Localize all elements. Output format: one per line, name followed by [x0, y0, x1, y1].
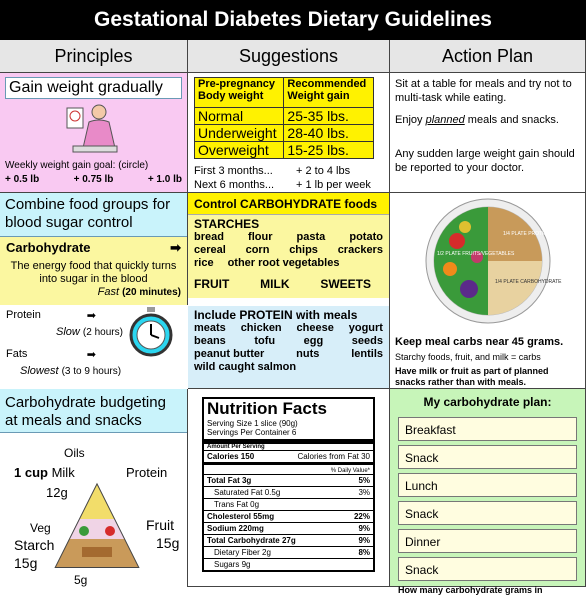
nutrition-row: Sodium 220mg 9%	[204, 522, 373, 534]
goal-option[interactable]: + 1.0 lb	[147, 174, 182, 185]
weekly-goal-label: Weekly weight gain goal: (circle)	[5, 160, 149, 171]
table-cell: Underweight	[195, 125, 284, 142]
suggestion-control-carbs	[188, 193, 390, 389]
nutrition-row: Dietary Fiber 2g 8%	[204, 546, 373, 558]
table-cell: 28-40 lbs.	[284, 125, 374, 142]
table-cell: 15-25 lbs.	[284, 142, 374, 159]
starch-line: rice other root vegetables	[194, 257, 340, 269]
carbs-near: Keep meal carbs near 45 grams.	[395, 336, 564, 348]
starches-box: STARCHES bread flour pasta potato cereal corn chips crackers rice other root vegetables FRUIT MILK SWEETS	[188, 215, 389, 298]
fats-speed: Slowest (3 to 9 hours)	[20, 365, 122, 377]
control-title: Control CARBOHYDRATE foods	[188, 193, 389, 215]
carb-description: The energy food that quickly turns into sugar in the blood	[10, 260, 177, 285]
suggestion-nutrition-label	[188, 389, 390, 587]
action-text: Sit at a table for meals and try not to multi-task while eating.	[395, 78, 572, 104]
plate-label: 1/2 PLATE FRUITS/VEGETABLES	[437, 251, 515, 257]
principle-weight-gain	[0, 73, 188, 193]
nutrition-title: Nutrition Facts	[207, 399, 327, 418]
fats-label: Fats ➡	[6, 348, 96, 361]
plan-item-dinner[interactable]: Dinner	[398, 529, 577, 553]
action-text: Any sudden large weight gain should be reported to your doctor.	[395, 148, 575, 174]
table-cell: Normal	[195, 108, 284, 125]
action-weight	[390, 73, 586, 193]
plan-item-snack[interactable]: Snack	[398, 445, 577, 469]
protein-line: beans tofu egg seeds	[194, 335, 383, 347]
principle-title: Combine food groups for blood sugar control	[0, 193, 187, 237]
arrow-right-icon: ➡	[86, 349, 96, 361]
plan-item-snack[interactable]: Snack	[398, 501, 577, 525]
col-header-action-plan: Action Plan	[390, 40, 586, 73]
nutrition-row: Sugars 9g	[204, 558, 373, 570]
months-row: First 3 months... + 2 to 4 lbs	[194, 165, 351, 177]
plan-item-snack[interactable]: Snack	[398, 557, 577, 581]
nutrition-row: Total Carbohydrate 27g 9%	[204, 534, 373, 546]
plate-label: 1/4 PLATE PROTEIN	[503, 231, 551, 237]
plan-item-breakfast[interactable]: Breakfast	[398, 417, 577, 441]
protein-speed: Slow (2 hours)	[56, 326, 123, 338]
healthy-plate-illustration	[395, 197, 581, 325]
page-title: Gestational Diabetes Dietary Guidelines	[0, 0, 586, 40]
weekly-goal-options	[5, 174, 182, 185]
plate-label: 1/4 PLATE CARBOHYDRATE	[495, 279, 562, 285]
principle-title: Carbohydrate budgeting at meals and snacks	[0, 389, 187, 433]
goal-option[interactable]: + 0.75 lb	[73, 174, 114, 185]
milk-note: Have milk or fruit as part of planned snacks rather than with meals.	[395, 366, 549, 387]
principle-title: Gain weight gradually	[5, 77, 182, 99]
carb-heading: Carbohydrate ➡	[6, 240, 181, 255]
carb-groups: FRUIT MILK SWEETS	[194, 277, 371, 291]
plan-footer: How many carbohydrate grams in	[398, 585, 543, 595]
starch-line: cereal corn chips crackers	[194, 244, 383, 256]
col-header-principles: Principles	[0, 40, 188, 73]
nutrition-facts-label: Nutrition Facts Serving Size 1 slice (90g) Servings Per Container 6 Amount Per Serving Calories 150 Calories from Fat 30 % Daily Value* Total Fat 3g 5% Saturated Fat 0.5g 3% Trans Fat 0g Cholesterol 55mg 22% Sodium 220mg 9% Total Carbohydrate 27g 9% Dietary Fiber 2g 8% Sugars 9g	[202, 397, 375, 572]
protein-line: meats chicken cheese yogurt	[194, 322, 383, 334]
nutrition-row: Saturated Fat 0.5g 3%	[204, 486, 373, 498]
table-cell: 25-35 lbs.	[284, 108, 374, 125]
nutrition-row: Cholesterol 55mg 22%	[204, 510, 373, 522]
arrow-right-icon: ➡	[86, 310, 96, 322]
table-header: Recommended Weight gain	[284, 78, 374, 108]
pyramid-icon	[52, 481, 142, 571]
action-carb-plan	[390, 389, 586, 595]
plan-title: My carbohydrate plan:	[423, 395, 552, 409]
goal-option[interactable]: + 0.5 lb	[5, 174, 40, 185]
suggestion-weight-table	[188, 73, 390, 193]
nutrition-row: Total Fat 3g 5%	[204, 474, 373, 486]
col-header-suggestions: Suggestions	[188, 40, 390, 73]
protein-box: Include PROTEIN with meals meats chicken cheese yogurt beans tofu egg seeds peanut butter nuts lentils wild caught salmon	[188, 306, 389, 388]
food-pyramid: Oils 1 cup Milk Protein 12g Veg Fruit Starch 15g 15g 5g	[0, 433, 187, 587]
plan-item-lunch[interactable]: Lunch	[398, 473, 577, 497]
digestion-panel	[0, 305, 188, 389]
pregnant-woman-scale-illustration	[59, 102, 129, 154]
principle-carb-budgeting	[0, 389, 188, 587]
protein-line: wild caught salmon	[194, 361, 297, 373]
carb-equals: Starchy foods, fruit, and milk = carbs	[395, 352, 541, 362]
nutrition-row: Trans Fat 0g	[204, 498, 373, 510]
carb-speed: Fast (20 minutes)	[97, 286, 181, 298]
months-row: Next 6 months... + 1 lb per week	[194, 179, 371, 191]
starch-line: bread flour pasta potato	[194, 231, 383, 243]
arrow-right-icon: ➡	[170, 240, 181, 255]
protein-line: peanut butter nuts lentils	[194, 348, 383, 360]
action-text: Enjoy planned meals and snacks.	[395, 114, 559, 126]
stopwatch-icon	[128, 305, 174, 361]
principle-food-groups	[0, 193, 188, 389]
guidelines-grid	[0, 40, 586, 595]
action-plate	[390, 193, 586, 389]
weight-gain-table	[194, 77, 374, 159]
table-cell: Overweight	[195, 142, 284, 159]
protein-label: Protein ➡	[6, 309, 96, 322]
table-header: Pre-pregnancy Body weight	[195, 78, 284, 108]
